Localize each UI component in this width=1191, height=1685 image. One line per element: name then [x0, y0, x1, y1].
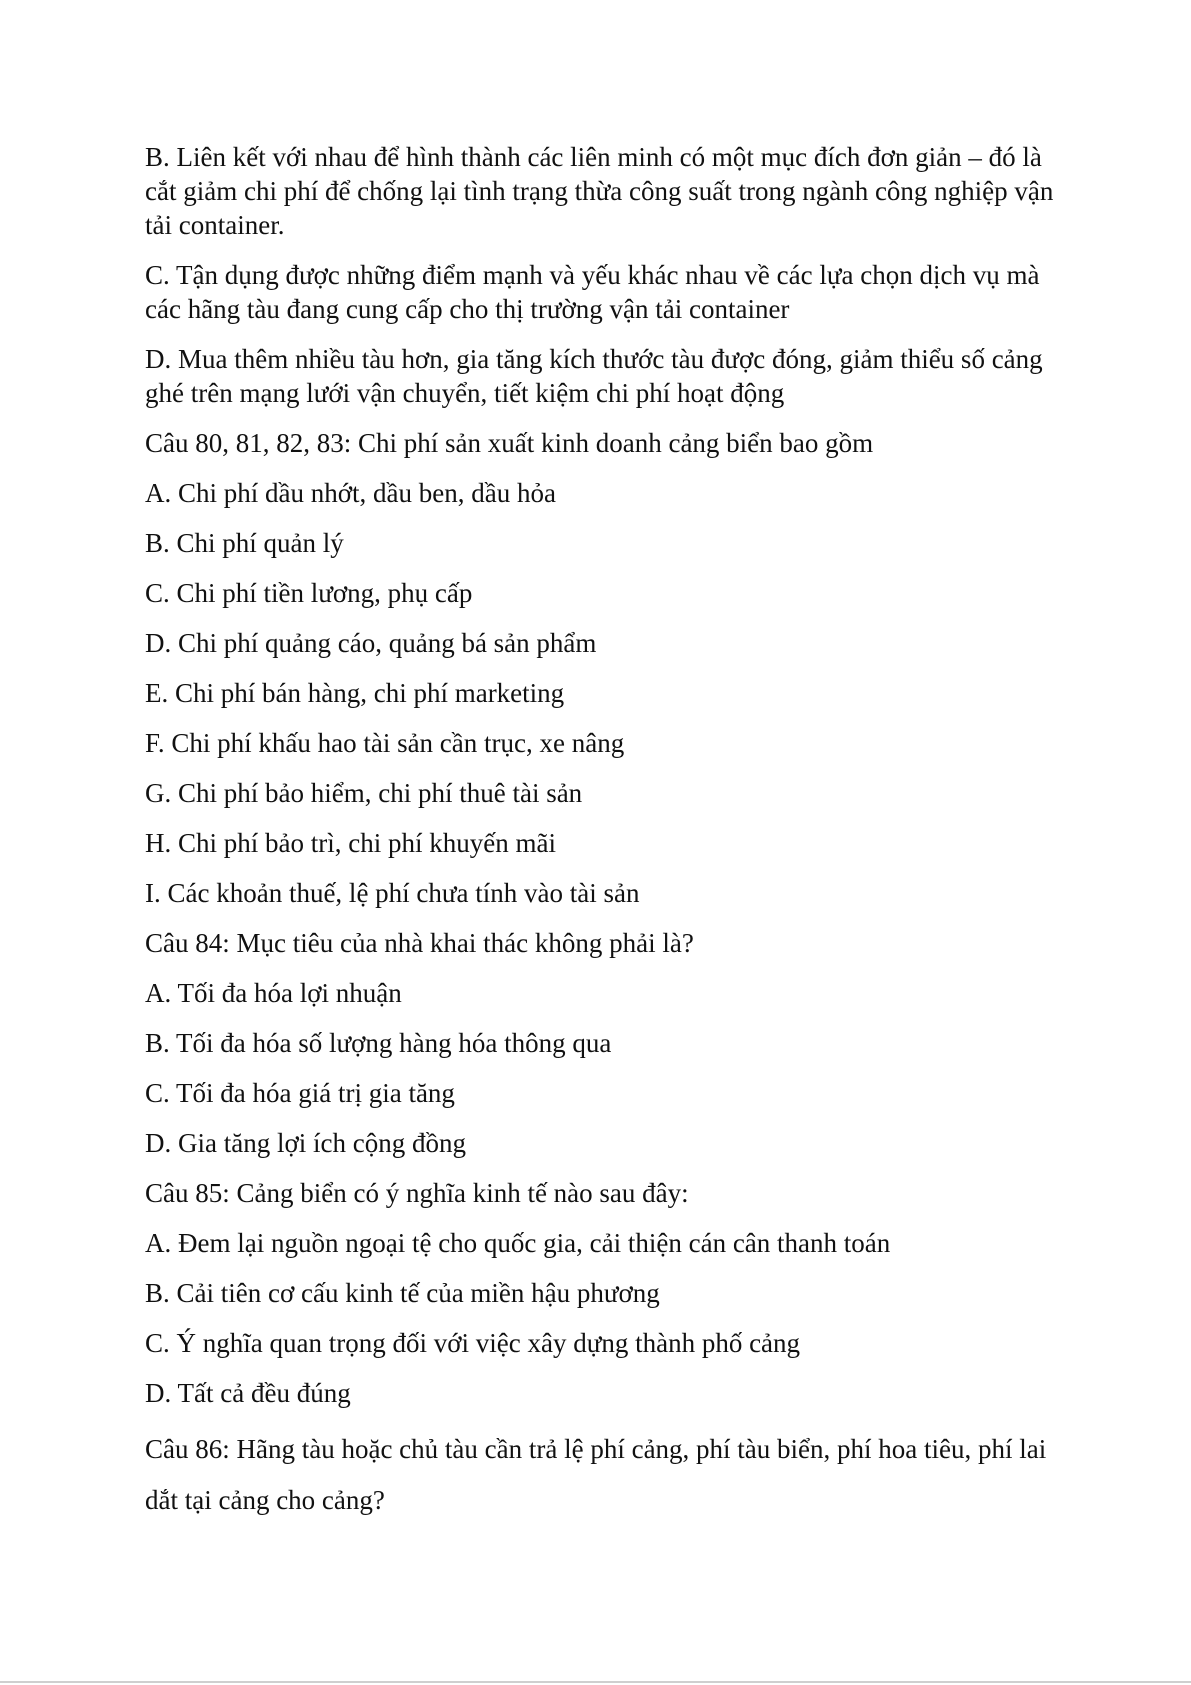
question-85: Câu 85: Cảng biển có ý nghĩa kinh tế nào sau đây:: [145, 1178, 689, 1208]
option-85-d: D. Tất cả đều đúng: [145, 1378, 351, 1408]
question-80-83: Câu 80, 81, 82, 83: Chi phí sản xuất kinh doanh cảng biển bao gồm: [145, 428, 874, 458]
option-84-b: B. Tối đa hóa số lượng hàng hóa thông qua: [145, 1028, 612, 1058]
option-80-e: E. Chi phí bán hàng, chi phí marketing: [145, 678, 565, 708]
option-84-a: A. Tối đa hóa lợi nhuận: [145, 978, 402, 1008]
option-84-d: D. Gia tăng lợi ích cộng đồng: [145, 1128, 466, 1158]
option-80-c: C. Chi phí tiền lương, phụ cấp: [145, 578, 473, 608]
option-85-a: A. Đem lại nguồn ngoại tệ cho quốc gia, cải thiện cán cân thanh toán: [145, 1228, 891, 1258]
option-84-c: C. Tối đa hóa giá trị gia tăng: [145, 1078, 455, 1108]
option-80-b: B. Chi phí quản lý: [145, 528, 344, 558]
answer-b-alliance: B. Liên kết với nhau để hình thành các liên minh có một mục đích đơn giản – đó là cắt giảm chi phí để chống lại tình trạng thừa công suất trong ngành công nghiệp vận tải container.: [145, 142, 1061, 240]
option-80-h: H. Chi phí bảo trì, chi phí khuyến mãi: [145, 828, 556, 858]
option-85-b: B. Cải tiên cơ cấu kinh tế của miền hậu phương: [145, 1278, 660, 1308]
option-80-d: D. Chi phí quảng cáo, quảng bá sản phẩm: [145, 628, 597, 658]
page-bottom-edge: [0, 1681, 1191, 1683]
option-80-i: I. Các khoản thuế, lệ phí chưa tính vào tài sản: [145, 878, 640, 908]
option-80-a: A. Chi phí dầu nhớt, dầu ben, dầu hỏa: [145, 478, 556, 508]
answer-c-strengths: C. Tận dụng được những điểm mạnh và yếu khác nhau về các lựa chọn dịch vụ mà các hãng tàu đang cung cấp cho thị trường vận tải container: [145, 260, 1047, 324]
answer-d-more-ships: D. Mua thêm nhiều tàu hơn, gia tăng kích thước tàu được đóng, giảm thiểu số cảng ghé trên mạng lưới vận chuyển, tiết kiệm chi phí hoạt động: [145, 344, 1050, 408]
document-body: [145, 140, 1065, 1542]
option-85-c: C. Ý nghĩa quan trọng đối với việc xây dựng thành phố cảng: [145, 1328, 801, 1358]
option-80-g: G. Chi phí bảo hiểm, chi phí thuê tài sản: [145, 778, 583, 808]
question-84: Câu 84: Mục tiêu của nhà khai thác không phải là?: [145, 928, 694, 958]
option-80-f: F. Chi phí khấu hao tài sản cần trục, xe nâng: [145, 728, 625, 758]
question-86: Câu 86: Hãng tàu hoặc chủ tàu cần trả lệ phí cảng, phí tàu biển, phí hoa tiêu, phí lai dắt tại cảng cho cảng?: [145, 1434, 1053, 1515]
